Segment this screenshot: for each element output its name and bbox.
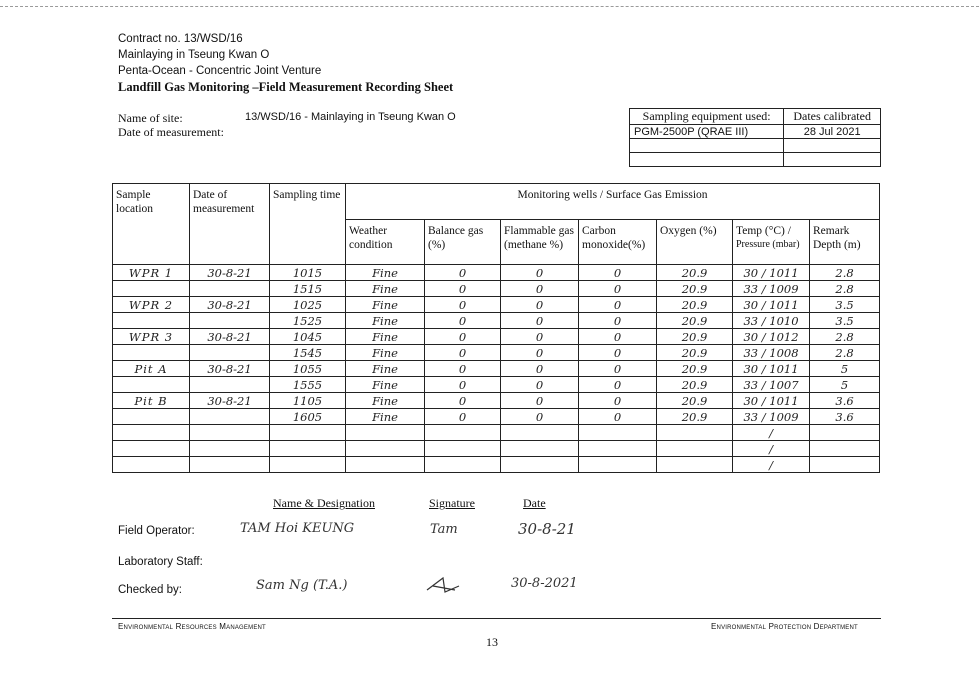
field-operator-signature: Tam <box>430 522 458 537</box>
cell-location <box>113 281 190 297</box>
cell-temp-pressure: 33 / 1007 <box>733 377 810 393</box>
cell-date <box>190 345 270 361</box>
cell-flammable-gas: 0 <box>501 409 579 425</box>
measurement-table <box>112 183 880 473</box>
checked-by-label: Checked by: <box>118 584 182 596</box>
cell-remark: 3.6 <box>810 409 880 425</box>
footer-rule <box>112 618 881 619</box>
signature-heading: Signature <box>429 496 475 510</box>
page-number: 13 <box>486 635 498 649</box>
cell-remark: 3.6 <box>810 393 880 409</box>
cell-location <box>113 425 190 441</box>
table-row <box>113 457 880 473</box>
name-designation-heading: Name & Designation <box>273 496 375 510</box>
signature-block <box>118 494 638 604</box>
cell-time: 1015 <box>270 265 346 281</box>
cell-remark: 5 <box>810 377 880 393</box>
equipment-cell <box>630 139 784 153</box>
cell-temp-pressure: 30 / 1011 <box>733 361 810 377</box>
cell-weather: Fine <box>346 281 425 297</box>
cell-time: 1025 <box>270 297 346 313</box>
cell-balance-gas: 0 <box>425 329 501 345</box>
cell-oxygen <box>657 425 733 441</box>
cell-temp-pressure: 30 / 1011 <box>733 265 810 281</box>
checked-by-signature-mark <box>425 574 461 596</box>
cell-balance-gas <box>425 441 501 457</box>
cell-location <box>113 457 190 473</box>
header-oxygen: Oxygen (%) <box>657 220 733 265</box>
calibration-cell: 28 Jul 2021 <box>784 125 881 139</box>
footer-left-org: Environmental Resources Management <box>118 622 266 631</box>
table-row <box>113 313 880 329</box>
cell-oxygen: 20.9 <box>657 409 733 425</box>
cell-balance-gas: 0 <box>425 361 501 377</box>
cell-carbon-monoxide: 0 <box>579 297 657 313</box>
table-row <box>113 377 880 393</box>
cell-flammable-gas <box>501 425 579 441</box>
table-row <box>113 441 880 457</box>
cell-temp-pressure: / <box>733 425 810 441</box>
header-temp: Temp (°C) / <box>736 225 791 237</box>
cell-weather: Fine <box>346 297 425 313</box>
cell-weather: Fine <box>346 361 425 377</box>
equipment-cell: PGM-2500P (QRAE III) <box>630 125 784 139</box>
cell-temp-pressure: 30 / 1011 <box>733 393 810 409</box>
header-flammable-gas: Flammable gas (methane %) <box>501 220 579 265</box>
cell-date <box>190 441 270 457</box>
cell-carbon-monoxide: 0 <box>579 345 657 361</box>
cell-time <box>270 457 346 473</box>
cell-date: 30-8-21 <box>190 297 270 313</box>
calibration-cell <box>784 153 881 167</box>
table-row <box>113 329 880 345</box>
cell-remark: 5 <box>810 361 880 377</box>
cell-temp-pressure: 30 / 1011 <box>733 297 810 313</box>
cell-balance-gas: 0 <box>425 265 501 281</box>
cell-flammable-gas: 0 <box>501 281 579 297</box>
cell-date <box>190 425 270 441</box>
table-row <box>113 409 880 425</box>
cell-balance-gas: 0 <box>425 281 501 297</box>
cell-location <box>113 441 190 457</box>
cell-time: 1515 <box>270 281 346 297</box>
calibration-header: Dates calibrated <box>784 109 881 125</box>
header-sampling-time: Sampling time <box>270 184 346 265</box>
cell-flammable-gas: 0 <box>501 265 579 281</box>
equipment-header: Sampling equipment used: <box>630 109 784 125</box>
cell-location: WPR 2 <box>113 297 190 313</box>
cell-remark: 2.8 <box>810 281 880 297</box>
cell-oxygen: 20.9 <box>657 297 733 313</box>
table-row <box>113 297 880 313</box>
cell-remark: 3.5 <box>810 297 880 313</box>
cell-location: WPR 3 <box>113 329 190 345</box>
document-header <box>118 31 453 95</box>
cell-flammable-gas: 0 <box>501 329 579 345</box>
cell-remark <box>810 457 880 473</box>
table-row <box>113 265 880 281</box>
site-labels <box>118 111 224 139</box>
cell-weather <box>346 457 425 473</box>
table-row <box>113 281 880 297</box>
header-monitoring-group: Monitoring wells / Surface Gas Emission <box>346 184 880 220</box>
cell-carbon-monoxide: 0 <box>579 393 657 409</box>
equipment-table <box>629 108 881 167</box>
cell-date <box>190 457 270 473</box>
cell-time <box>270 425 346 441</box>
cell-flammable-gas <box>501 441 579 457</box>
cell-temp-pressure: 33 / 1010 <box>733 313 810 329</box>
project-name: Mainlaying in Tseung Kwan O <box>118 49 270 61</box>
cell-weather: Fine <box>346 393 425 409</box>
cell-carbon-monoxide: 0 <box>579 377 657 393</box>
header-measurement-date: Date of measurement <box>190 184 270 265</box>
cell-flammable-gas: 0 <box>501 297 579 313</box>
cell-carbon-monoxide: 0 <box>579 361 657 377</box>
cell-carbon-monoxide: 0 <box>579 313 657 329</box>
cell-oxygen: 20.9 <box>657 345 733 361</box>
cell-date: 30-8-21 <box>190 393 270 409</box>
cell-carbon-monoxide: 0 <box>579 329 657 345</box>
cell-carbon-monoxide: 0 <box>579 409 657 425</box>
table-row <box>113 361 880 377</box>
cell-date <box>190 377 270 393</box>
cell-location <box>113 409 190 425</box>
cell-location: Pit A <box>113 361 190 377</box>
cell-temp-pressure: / <box>733 441 810 457</box>
cell-remark <box>810 441 880 457</box>
cell-carbon-monoxide: 0 <box>579 281 657 297</box>
cell-time: 1105 <box>270 393 346 409</box>
cell-time: 1555 <box>270 377 346 393</box>
cell-remark: 2.8 <box>810 345 880 361</box>
cell-weather <box>346 441 425 457</box>
equipment-cell <box>630 153 784 167</box>
cell-date: 30-8-21 <box>190 329 270 345</box>
header-pressure: Pressure (mbar) <box>736 239 800 250</box>
cell-temp-pressure: 33 / 1008 <box>733 345 810 361</box>
field-operator-date: 30-8-21 <box>518 520 576 538</box>
cell-location <box>113 377 190 393</box>
cell-remark: 2.8 <box>810 265 880 281</box>
cell-carbon-monoxide <box>579 457 657 473</box>
cell-time: 1525 <box>270 313 346 329</box>
cell-location <box>113 345 190 361</box>
contractor-name: Penta-Ocean - Concentric Joint Venture <box>118 65 322 77</box>
cell-flammable-gas: 0 <box>501 345 579 361</box>
field-operator-name: TAM Hoi KEUNG <box>240 521 355 536</box>
cell-time: 1045 <box>270 329 346 345</box>
cell-balance-gas: 0 <box>425 409 501 425</box>
header-weather: Weather condition <box>346 220 425 265</box>
header-carbon-monoxide: Carbon monoxide(%) <box>579 220 657 265</box>
cell-oxygen: 20.9 <box>657 393 733 409</box>
cell-oxygen: 20.9 <box>657 281 733 297</box>
cell-temp-pressure: / <box>733 457 810 473</box>
field-operator-label: Field Operator: <box>118 525 195 537</box>
cell-oxygen: 20.9 <box>657 313 733 329</box>
calibration-cell <box>784 139 881 153</box>
cell-weather: Fine <box>346 345 425 361</box>
cell-flammable-gas: 0 <box>501 313 579 329</box>
cell-balance-gas: 0 <box>425 393 501 409</box>
cell-weather: Fine <box>346 409 425 425</box>
cell-weather: Fine <box>346 265 425 281</box>
cell-weather: Fine <box>346 329 425 345</box>
cell-carbon-monoxide <box>579 441 657 457</box>
cell-balance-gas: 0 <box>425 297 501 313</box>
table-row <box>113 393 880 409</box>
cell-flammable-gas: 0 <box>501 393 579 409</box>
header-temp-pressure <box>733 220 810 265</box>
cell-date: 30-8-21 <box>190 265 270 281</box>
cell-temp-pressure: 30 / 1012 <box>733 329 810 345</box>
cell-balance-gas: 0 <box>425 377 501 393</box>
cell-remark: 3.5 <box>810 313 880 329</box>
cell-oxygen: 20.9 <box>657 329 733 345</box>
footer-right-org: Environmental Protection Department <box>711 622 858 631</box>
cell-weather <box>346 425 425 441</box>
cell-date: 30-8-21 <box>190 361 270 377</box>
site-name-value: 13/WSD/16 - Mainlaying in Tseung Kwan O <box>245 111 456 123</box>
cell-oxygen: 20.9 <box>657 377 733 393</box>
checked-by-date: 30-8-2021 <box>511 576 578 591</box>
cell-date <box>190 313 270 329</box>
table-row <box>113 345 880 361</box>
cell-location: WPR 1 <box>113 265 190 281</box>
checked-by-name: Sam Ng (T.A.) <box>256 578 348 593</box>
cell-temp-pressure: 33 / 1009 <box>733 409 810 425</box>
cell-time: 1055 <box>270 361 346 377</box>
cell-remark <box>810 425 880 441</box>
measurement-date-label: Date of measurement: <box>118 125 224 139</box>
cell-flammable-gas: 0 <box>501 361 579 377</box>
header-sample-location: Sample location <box>113 184 190 265</box>
table-row <box>113 425 880 441</box>
cell-carbon-monoxide <box>579 425 657 441</box>
cell-oxygen: 20.9 <box>657 265 733 281</box>
sheet-title: Landfill Gas Monitoring –Field Measurement Recording Sheet <box>118 80 454 94</box>
laboratory-staff-label: Laboratory Staff: <box>118 556 203 568</box>
cell-location: Pit B <box>113 393 190 409</box>
date-heading: Date <box>523 496 546 510</box>
cell-carbon-monoxide: 0 <box>579 265 657 281</box>
header-balance-gas: Balance gas (%) <box>425 220 501 265</box>
cell-time <box>270 441 346 457</box>
header-remark: Remark Depth (m) <box>810 220 880 265</box>
cell-time: 1545 <box>270 345 346 361</box>
cell-flammable-gas: 0 <box>501 377 579 393</box>
cell-flammable-gas <box>501 457 579 473</box>
cell-oxygen: 20.9 <box>657 361 733 377</box>
site-name-label: Name of site: <box>118 111 183 125</box>
top-border <box>0 6 979 7</box>
cell-date <box>190 281 270 297</box>
cell-location <box>113 313 190 329</box>
cell-remark: 2.8 <box>810 329 880 345</box>
cell-time: 1605 <box>270 409 346 425</box>
cell-balance-gas: 0 <box>425 345 501 361</box>
contract-number: Contract no. 13/WSD/16 <box>118 33 243 45</box>
cell-date <box>190 409 270 425</box>
cell-temp-pressure: 33 / 1009 <box>733 281 810 297</box>
cell-balance-gas <box>425 457 501 473</box>
cell-weather: Fine <box>346 377 425 393</box>
cell-balance-gas: 0 <box>425 313 501 329</box>
cell-weather: Fine <box>346 313 425 329</box>
cell-oxygen <box>657 441 733 457</box>
cell-balance-gas <box>425 425 501 441</box>
cell-oxygen <box>657 457 733 473</box>
